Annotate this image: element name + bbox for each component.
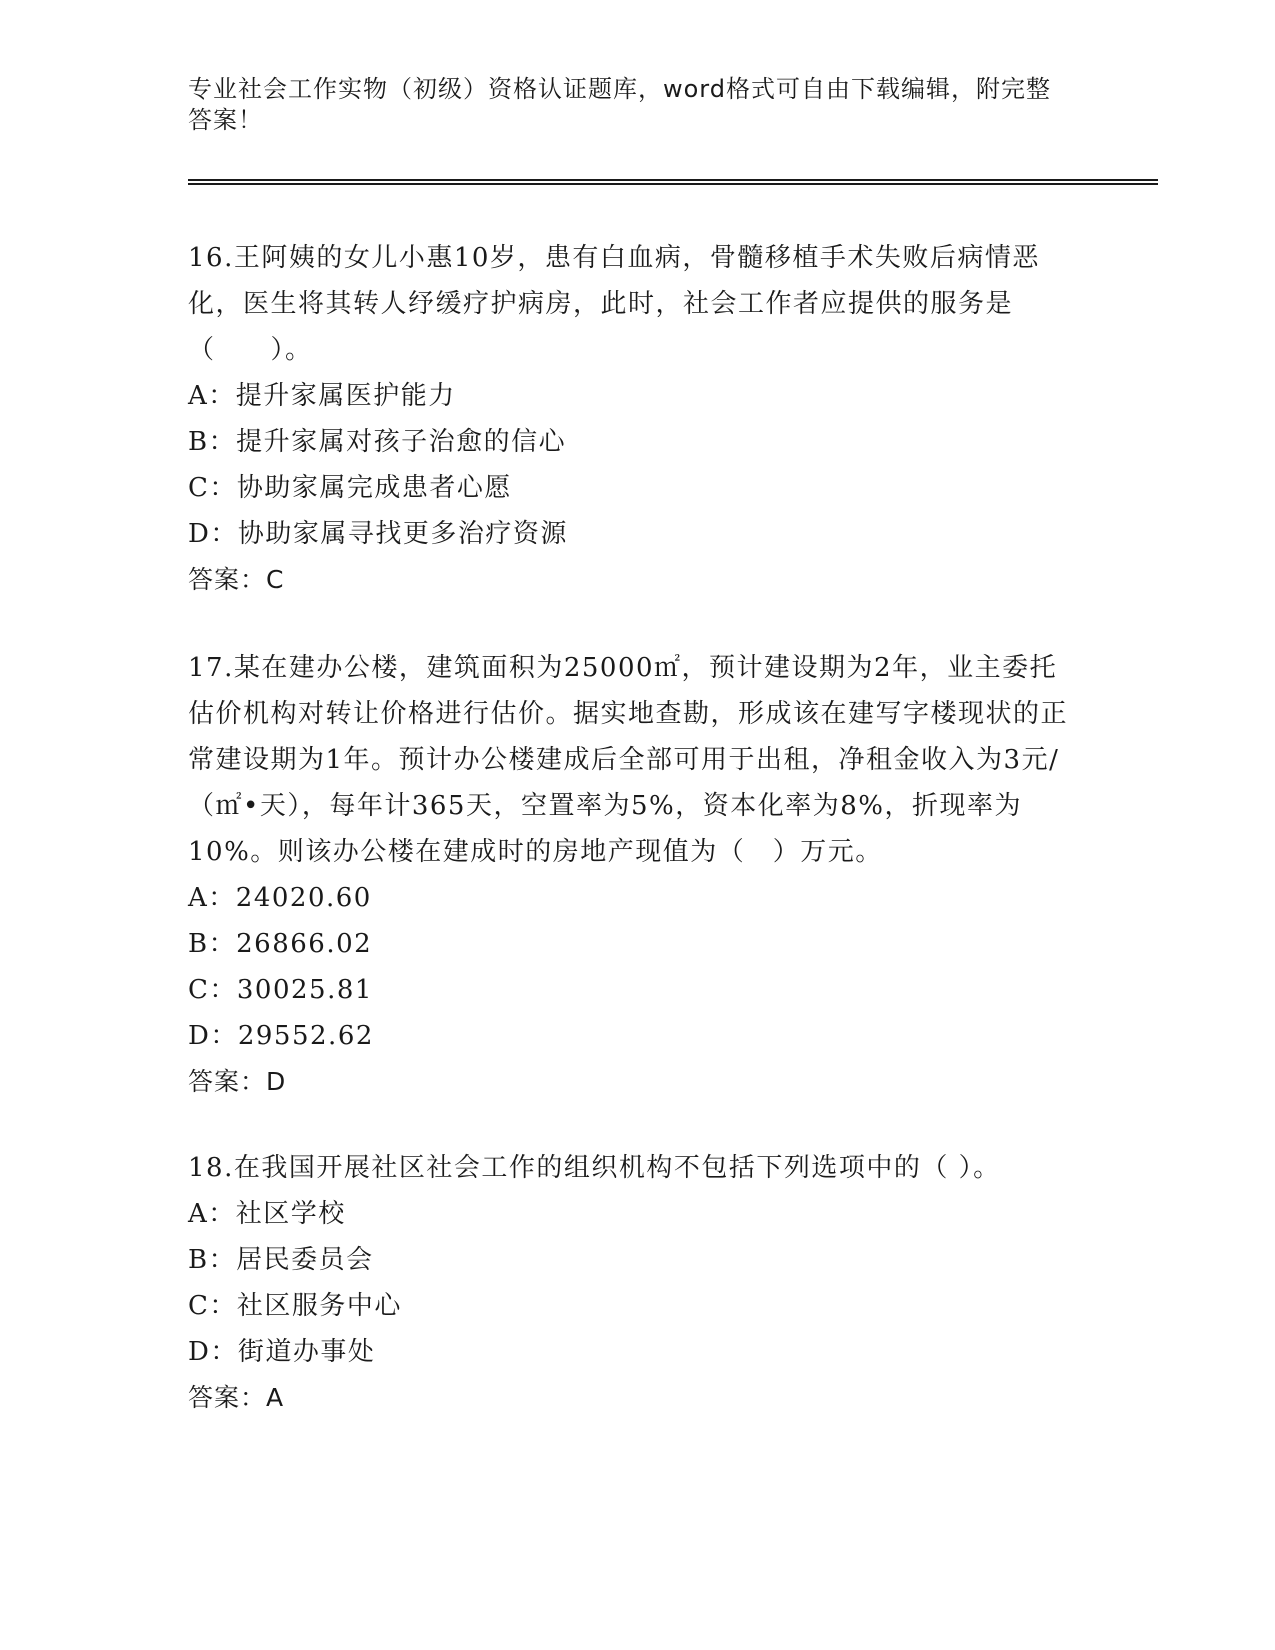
- option-d: D：街道办事处: [188, 1337, 376, 1367]
- answer-line: 答案：D: [188, 1067, 287, 1096]
- option-b: B：26866.02: [188, 929, 373, 959]
- option-b: B：提升家属对孩子治愈的信心: [188, 427, 567, 457]
- question-stem: 18.在我国开展社区社会工作的组织机构不包括下列选项中的（ ）。: [188, 1153, 1001, 1183]
- option-c: C：协助家属完成患者心愿: [188, 473, 512, 503]
- option-b: B：居民委员会: [188, 1245, 374, 1275]
- option-d: D：29552.62: [188, 1021, 374, 1051]
- answer-line: 答案：C: [188, 565, 285, 594]
- question-18: [188, 1145, 1068, 1421]
- question-17: [188, 645, 1068, 1105]
- question-stem: 16.王阿姨的女儿小惠10岁，患有白血病，骨髓移植手术失败后病情恶化，医生将其转人纾缓疗护病房，此时，社会工作者应提供的服务是（ ）。: [188, 243, 1040, 365]
- header-divider-bottom: [188, 183, 1158, 185]
- document-header: 专业社会工作实物（初级）资格认证题库，word格式可自由下载编辑，附完整答案！: [188, 75, 1051, 134]
- question-stem: 17.某在建办公楼，建筑面积为25000㎡，预计建设期为2年，业主委托估价机构对转让价格进行估价。据实地查勘，形成该在建写字楼现状的正常建设期为1年。预计办公楼建成后全部可用于出租，净租金收入为3元/（㎡•天），每年计365天，空置率为5%，资本化率为8%，折现率为10%。则该办公楼在建成时的房地产现值为（ ）万元。: [188, 653, 1069, 867]
- option-c: C：30025.81: [188, 975, 373, 1005]
- header-divider-top: [188, 179, 1158, 181]
- option-a: A：社区学校: [188, 1199, 346, 1229]
- option-d: D：协助家属寻找更多治疗资源: [188, 519, 568, 549]
- option-a: A：24020.60: [188, 883, 372, 913]
- option-c: C：社区服务中心: [188, 1291, 402, 1321]
- question-16: [188, 235, 1068, 603]
- option-a: A：提升家属医护能力: [188, 381, 456, 411]
- answer-line: 答案：A: [188, 1383, 285, 1412]
